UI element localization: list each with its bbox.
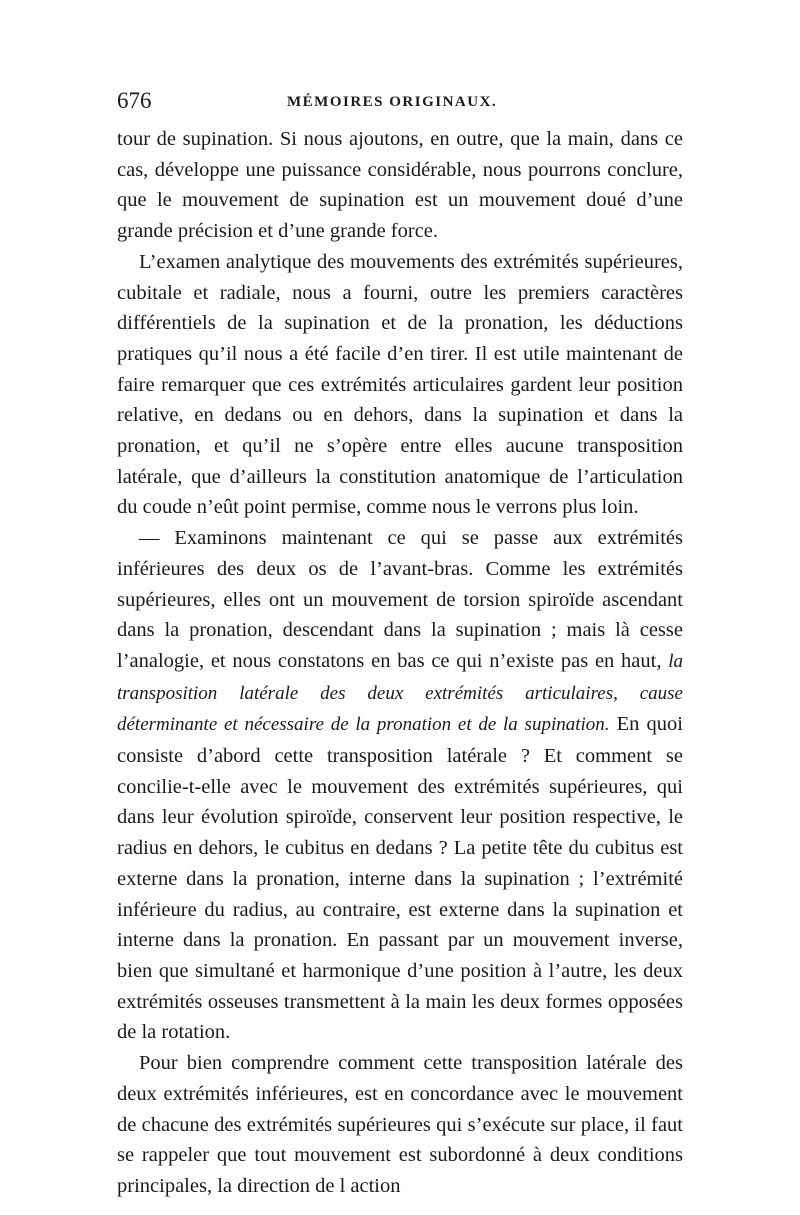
paragraph-1: tour de supination. Si nous ajoutons, en outre, que la main, dans ce cas, développe une puissance considérable, nous pourrons conclure, que le mouvement de supination est un mouvement doué d’une grande précision et d’une grande force. [117,128,683,243]
paragraph-3 [117,523,683,1048]
running-title: MÉMOIRES ORIGINAUX. [287,94,498,110]
paragraph-2: L’examen analytique des mouvements des extrémités supérieures, cubitale et radiale, nous a fourni, outre les premiers caractères différentiels de la supination et de la pronation, les déductions pratiques qu’il nous a été facile d’en tirer. Il est utile maintenant de faire remarquer que ces extrémités articulaires gardent leur position relative, en dedans ou en dehors, dans la supination et dans la pronation, et qu’il ne s’opère entre elles aucune transposition latérale, que d’ailleurs la constitution anatomique de l’articulation du coude n’eût point permise, comme nous le verrons plus loin. [117,250,683,519]
page-header [117,88,683,124]
paragraph-3-end: En quoi consiste d’abord cette transposition latérale ? Et comment se concilie-t-elle avec le mouvement des extrémités supérieures, qui dans leur évolution spiroïde, conservent leur position respective, le radius en dehors, le cubitus en dedans ? La petite tête du cubitus est externe dans la pronation, interne dans la supination ; l’extrémité inférieure du radius, au contraire, est externe dans la supination et interne dans la pronation. En passant par un mouvement inverse, bien que simultané et harmonique d’une position à l’autre, les deux extrémités osseuses transmettent à la main les deux formes opposées de la rotation. [117,713,683,1044]
page-number: 676 [117,88,152,113]
paragraph-3-start: — Examinons maintenant ce qui se passe aux extrémités inférieures des deux os de l’avant-bras. Comme les extrémités supérieures, elles ont un mouvement de torsion spiroïde ascendant dans la pronation, descendant dans la supination ; mais là cesse l’analogie, et nous constatons en bas ce qui n’existe pas en haut, [117,527,683,672]
body-text [117,124,683,1202]
paragraph-3-italic: la transposition latérale des deux extrémités articulaires, cause déterminante et nécessaire de la pronation et de la supination. [117,650,683,736]
paragraph-4: Pour bien comprendre comment cette transposition latérale des deux extrémités inférieures, est en concordance avec le mouvement de chacune des extrémités supérieures qui s’exécute sur place, il faut se rappeler que tout mouvement est subordonné à deux conditions principales, la direction de l action [117,1052,683,1197]
book-page [117,88,683,1202]
